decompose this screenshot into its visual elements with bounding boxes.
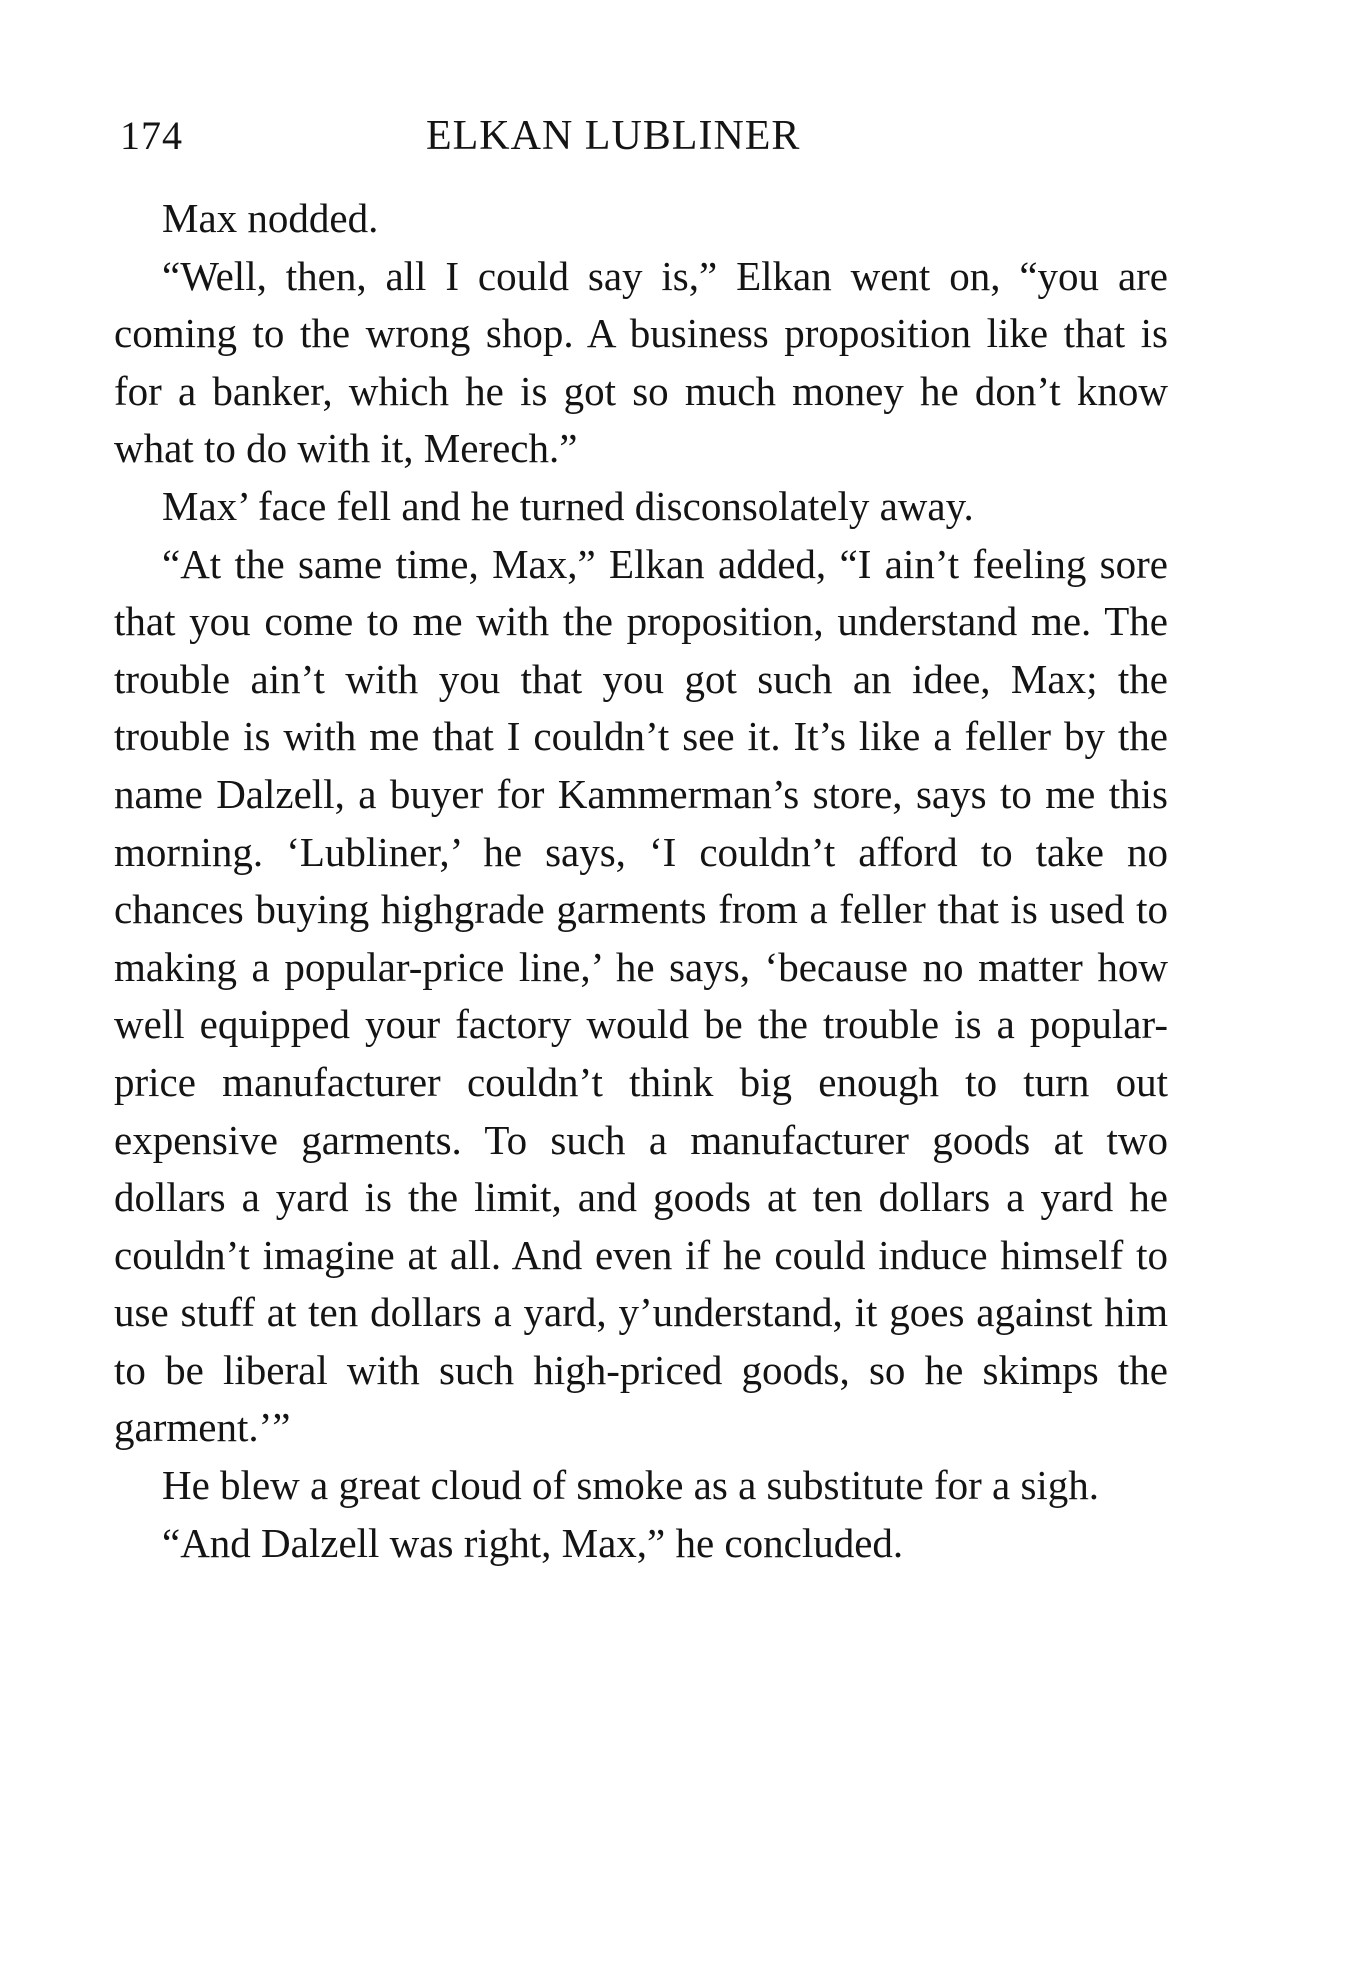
page-number: 174 — [120, 113, 183, 158]
paragraph-concluded: “And Dalzell was right, Max,” he concluded. — [162, 1519, 904, 1566]
running-title: ELKAN LUBLINER — [426, 113, 801, 159]
paragraph-wrong-shop: “Well, then, all I could say is,” Elkan went on, “you are coming to the wrong shop. A business proposition like that is for a banker, which he is got so much money he don’t know what to do with it, Merech.” — [114, 252, 1168, 472]
paragraph-dalzell-story: “At the same time, Max,” Elkan added, “I ain’t feeling sore that you come to me with the proposition, understand me. The trouble ain’t with you that you got such an idee, Max; the trouble is with me that I couldn’t see it. It’s like a feller by the name Dalzell, a buyer for Kammerman’s store, says to me this morning. ‘Lubliner,’ he says, ‘I couldn’t afford to take no chances buying highgrade garments from a feller that is used to making a popular-price line,’ he says, ‘because no matter how well equipped your factory would be the trouble is a popular-price manufacturer couldn’t think big enough to turn out expensive garments. To such a manufacturer goods at two dollars a yard is the limit, and goods at ten dollars a yard he couldn’t imagine at all. And even if he could induce himself to use stuff at ten dollars a yard, y’understand, it goes against him to be liberal with such high-priced goods, so he skimps the garment.’” — [114, 540, 1168, 1451]
running-head — [120, 112, 1170, 172]
paragraph-max-nodded: Max nodded. — [162, 195, 379, 241]
paragraph-face-fell: Max’ face fell and he turned disconsolately away. — [162, 482, 974, 529]
paragraph-cloud-of-smoke: He blew a great cloud of smoke as a substitute for a sigh. — [162, 1462, 1100, 1509]
body-text — [114, 190, 1168, 1572]
